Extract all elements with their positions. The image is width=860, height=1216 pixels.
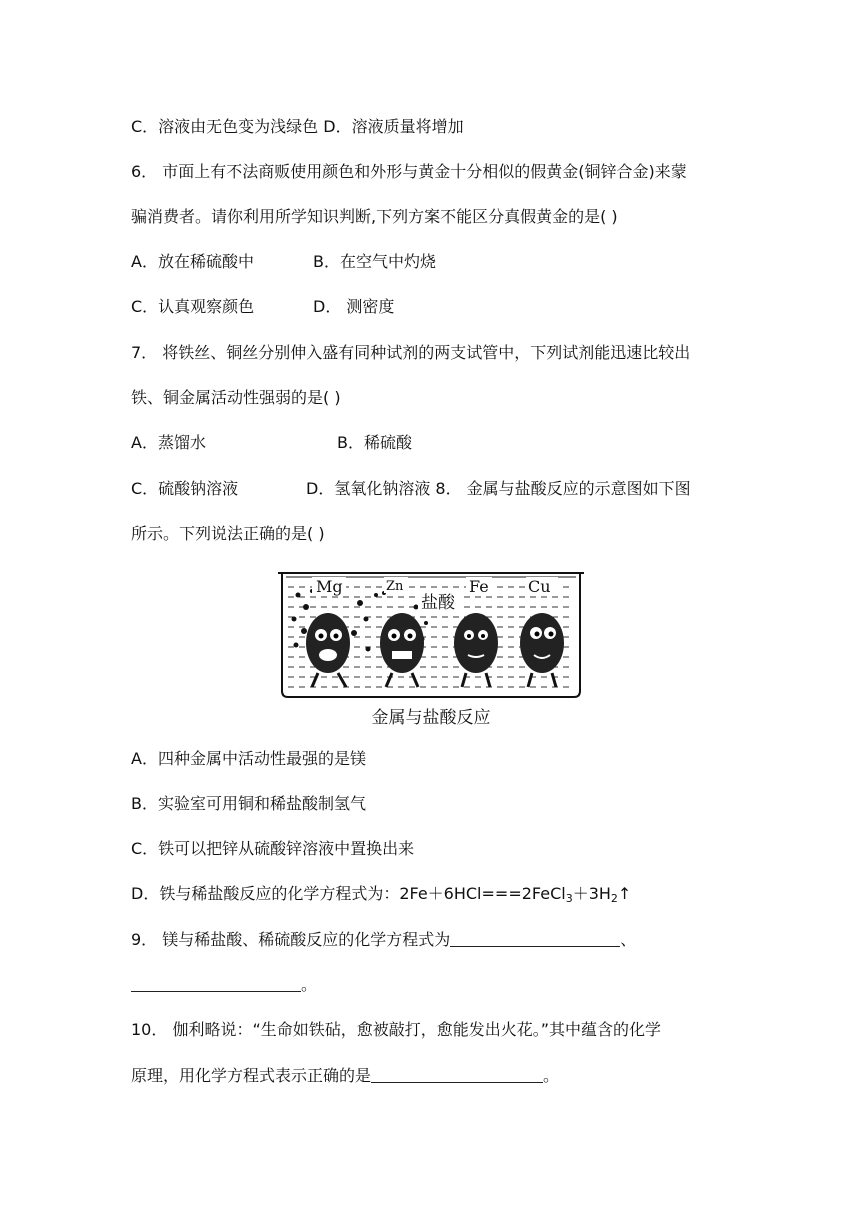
question-8-line-2: 所示。下列说法正确的是( ) — [131, 524, 325, 543]
answer-blank-3[interactable] — [371, 1066, 543, 1083]
question-8-option-a: A．四种金属中活动性最强的是镁 — [131, 749, 366, 768]
question-6-option-a: A．放在稀硫酸中 — [131, 252, 254, 271]
metal-character-cu — [520, 613, 564, 687]
question-10-line-1: 10． 伽利略说：“生命如铁砧，愈被敲打，愈能发出火花。”其中蕴含的化学 — [131, 1020, 662, 1039]
question-6-line-2: 骗消费者。请你利用所学知识判断,下列方案不能区分真假黄金的是( ) — [131, 207, 618, 226]
subscript-3: 3 — [565, 892, 573, 905]
question-6-option-d: D． 测密度 — [313, 297, 395, 316]
question-9-separator: 、 — [620, 930, 637, 949]
metal-acid-figure — [276, 563, 586, 739]
question-8-option-c: C．铁可以把锌从硫酸锌溶液中置换出来 — [131, 839, 415, 858]
question-7-line-2: 铁、铜金属活动性强弱的是( ) — [131, 388, 341, 407]
metal-label-zn: Zn — [386, 579, 404, 594]
question-10-text: 原理，用化学方程式表示正确的是 — [131, 1066, 372, 1085]
question-9-line-1 — [131, 930, 636, 950]
option-d-mid: ＋3H — [572, 884, 611, 903]
question-9-text: 9． 镁与稀盐酸、稀硫酸反应的化学方程式为 — [131, 930, 451, 949]
question-7-option-a: A．蒸馏水 — [131, 433, 206, 452]
metal-character-zn — [380, 613, 424, 687]
question-6-option-b: B．在空气中灼烧 — [313, 252, 436, 271]
metal-label-fe: Fe — [469, 577, 489, 596]
liquid-label: 盐酸 — [421, 593, 455, 613]
question-7-option-c: C．硫酸钠溶液 — [131, 479, 239, 498]
figure-caption: 金属与盐酸反应 — [371, 708, 491, 728]
option-d-text: D．铁与稀盐酸反应的化学方程式为：2Fe＋6HCl===2FeCl — [131, 884, 566, 903]
question-6-line-1: 6． 市面上有不法商贩使用颜色和外形与黄金十分相似的假黄金(铜锌合金)来蒙 — [131, 162, 687, 181]
question-10-period: 。 — [543, 1066, 560, 1085]
question-9-period: 。 — [301, 975, 318, 994]
answer-blank-1[interactable] — [450, 930, 620, 947]
metal-character-mg — [306, 613, 350, 687]
question-8-option-d — [131, 884, 631, 909]
line-option-c-d: C．溶液由无色变为浅绿色 D．溶液质量将增加 — [131, 117, 464, 136]
question-7-line-1: 7． 将铁丝、铜丝分别伸入盛有同种试剂的两支试管中，下列试剂能迅速比较出 — [131, 343, 691, 362]
question-10-line-2 — [131, 1066, 559, 1086]
question-7-option-b: B．稀硫酸 — [337, 433, 412, 452]
metal-character-fe — [454, 613, 498, 687]
metal-label-mg: Mg — [316, 577, 343, 596]
subscript-2: 2 — [610, 892, 618, 905]
question-6-option-c: C．认真观察颜色 — [131, 297, 255, 316]
question-7-option-d-question-8: D．氢氧化钠溶液 8． 金属与盐酸反应的示意图如下图 — [306, 479, 691, 498]
answer-blank-2[interactable] — [131, 975, 301, 992]
question-9-line-2 — [131, 975, 317, 995]
beaker-illustration — [276, 563, 586, 703]
gas-arrow: ↑ — [617, 884, 632, 903]
question-8-option-b: B．实验室可用铜和稀盐酸制氢气 — [131, 794, 366, 813]
metal-label-cu: Cu — [528, 577, 551, 596]
